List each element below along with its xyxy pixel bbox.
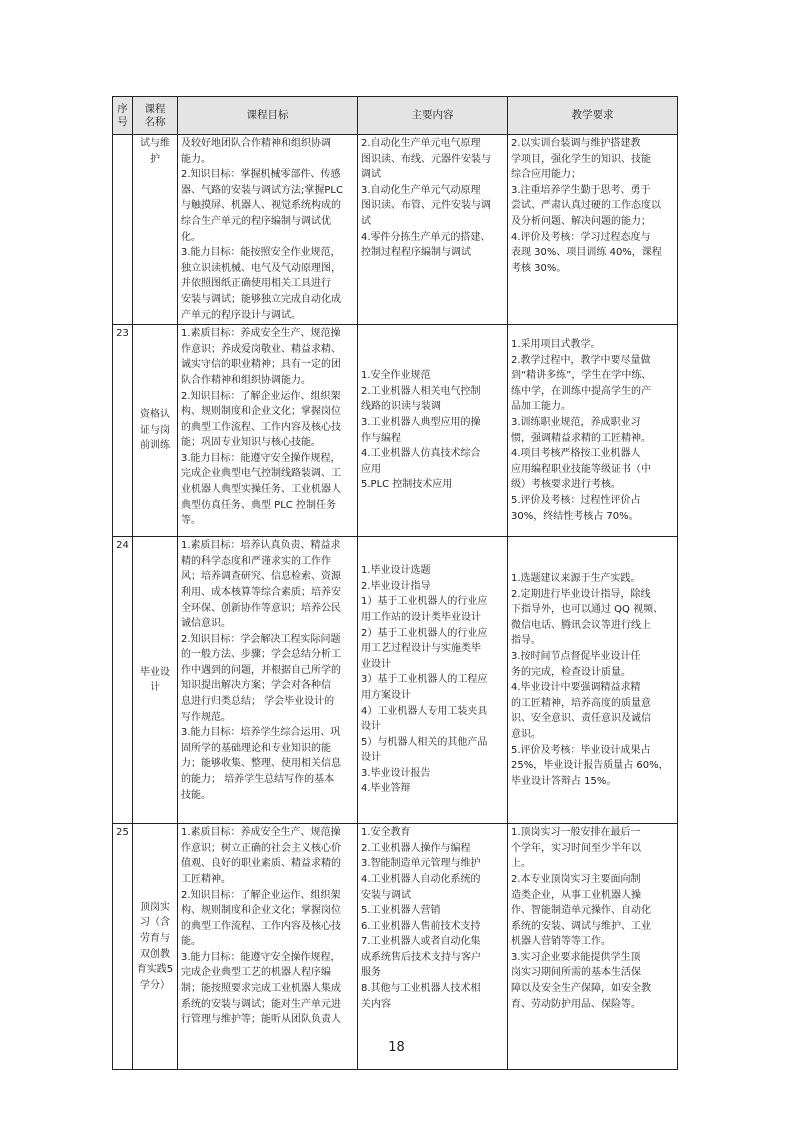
- course-goal-line: 1.素质目标：养成安全生产、规范操: [181, 827, 341, 839]
- page-number: 18: [388, 1040, 405, 1055]
- course-number: 24: [113, 537, 133, 824]
- course-content-line: 成系统售后技术支持与客户: [361, 951, 481, 963]
- course-goal-line: 精的科学态度和严谨求实的工作作: [181, 555, 331, 567]
- course-goal-line: 独立识读机械、电气及气动原理图，: [181, 262, 341, 274]
- teaching-requirement-line: 惯，强调精益求精的工匠精神。: [511, 432, 651, 444]
- course-content-line: 5.工业机器人营销: [361, 905, 441, 917]
- course-content-line: 4.零件分拣生产单元的搭建、: [361, 231, 491, 243]
- teaching-requirement-line: 育、劳动防护用品、保险等。: [511, 998, 641, 1010]
- course-goal-line: 产单元的程序设计与调试。: [181, 309, 301, 321]
- course-number: [113, 135, 133, 325]
- course-goal-line: 作意识；养成爱岗敬业、精益求精、: [181, 343, 341, 355]
- course-goal-line: 知识提出解决方案；学会对各种信: [181, 680, 331, 692]
- course-content-line: 应用: [361, 463, 381, 475]
- course-content-line: 安装与调试: [361, 889, 411, 901]
- teaching-requirement-line: 1.选题建议来源于生产实践。: [511, 572, 641, 584]
- course-content-line: 2.工业机器人操作与编程: [361, 842, 471, 854]
- course-goal-line: 器、气路的安装与调试方法;掌握PLC: [181, 184, 343, 196]
- teaching-requirement-line: 表现 30%、项目训练 40%，课程: [511, 247, 662, 259]
- table-header-row: [113, 97, 678, 135]
- course-content-line: 作与编程: [361, 432, 401, 444]
- teaching-requirement-line: 级）考核要求进行考核。: [511, 479, 621, 491]
- course-goal-line: 的典型工作流程、工作内容及核心技: [181, 920, 341, 932]
- course-goal-line: 息进行归类总结； 学会毕业设计的: [181, 696, 335, 708]
- teaching-requirement: [508, 537, 678, 824]
- teaching-requirement-line: 4.评价及考核：学习过程态度与: [511, 231, 651, 243]
- teaching-requirement-line: 机器人营销等等工作。: [511, 936, 611, 948]
- course-name: 顶岗实习（含劳育与双创教育实践5学分）: [133, 824, 178, 1070]
- teaching-requirement-line: 应用编程职业技能等级证书（中: [511, 463, 651, 475]
- course-goal-line: 完成企业典型工艺的机器人程序编: [181, 967, 331, 979]
- teaching-requirement-line: 2.以实训台装调与维护搭建教: [511, 138, 641, 149]
- teaching-requirement-line: 学项目，强化学生的知识、技能: [511, 153, 651, 165]
- course-goal-line: 等。: [181, 515, 201, 527]
- teaching-requirement-line: 5.评价及考核：毕业设计成果占: [511, 744, 651, 756]
- course-goal-line: 系统的安装与调试；能对生产单元进: [181, 998, 341, 1010]
- course-goal-line: 3.能力目标：能按照安全作业规范，: [181, 247, 341, 259]
- teaching-requirement: [508, 325, 678, 537]
- course-content-line: 1.安全作业规范: [361, 370, 431, 382]
- course-content-line: 2）基于工业机器人的行业应: [361, 627, 488, 639]
- teaching-requirement-line: 尝试、严肃认真过硬的工作态度以: [511, 200, 661, 212]
- teaching-requirement-line: 25%，毕业设计报告质量占 60%，: [511, 760, 669, 772]
- course-content-line: 设计: [361, 721, 381, 733]
- teaching-requirement-line: 及分析问题、解决问题的能力；: [511, 215, 651, 227]
- course-goal-line: 及较好地团队合作精神和组织协调: [181, 138, 331, 149]
- course-goal-line: 的能力； 培养学生总结写作的基本: [181, 774, 335, 786]
- teaching-requirement-line: 个学年，实习时间至少半年以: [511, 842, 641, 854]
- course-content-line: 图识读、布线、元器件安装与: [361, 153, 491, 165]
- course-table: [112, 96, 678, 1070]
- teaching-requirement-line: 3.按时间节点督促毕业设计任: [511, 650, 641, 662]
- course-goal: [178, 537, 358, 824]
- course-goal-line: 典型仿真任务、典型 PLC 控制任务: [181, 499, 336, 511]
- course-content-line: 试: [361, 215, 371, 227]
- course-goal-line: 3.能力目标：能遵守安全操作规程，: [181, 452, 341, 464]
- teaching-requirement-line: 到“精讲多练”，学生在学中练、: [511, 370, 652, 382]
- course-content-line: 3.毕业设计报告: [361, 767, 431, 779]
- course-goal-line: 能；巩固专业知识与核心技能。: [181, 437, 321, 449]
- course-goal: [178, 135, 358, 325]
- course-goal-line: 1.素质目标：养成安全生产、规范操: [181, 328, 341, 340]
- course-goal-line: 2.知识目标：掌握机械零部件、传感: [181, 169, 341, 181]
- course-goal-line: 构、规则制度和企业文化；掌握岗位: [181, 406, 341, 418]
- table-row: [113, 824, 678, 1070]
- course-number: 23: [113, 325, 133, 537]
- course-content-line: 4.工业机器人仿真技术综合: [361, 448, 481, 460]
- course-content-line: 3.工业机器人典型应用的操: [361, 417, 481, 429]
- course-content: [358, 537, 508, 824]
- course-content-line: 6.工业机器人售前技术支持: [361, 920, 481, 932]
- course-content-line: 用方案设计: [361, 689, 411, 701]
- course-number: 25: [113, 824, 133, 1070]
- course-content-line: 4.工业机器人自动化系统的: [361, 873, 481, 885]
- teaching-requirement-line: 意识。: [511, 728, 541, 740]
- teaching-requirement-line: 的工匠精神，培养高度的质量意: [511, 697, 651, 709]
- course-content-line: 2.工业机器人相关电气控制: [361, 385, 481, 397]
- course-goal-line: 行管理与维护等；能听从团队负责人: [181, 1014, 341, 1026]
- course-goal-line: 值观、良好的职业素质、精益求精的: [181, 858, 341, 870]
- table-row: [113, 325, 678, 537]
- course-content-line: 设计: [361, 752, 381, 764]
- course-content-line: 3.自动化生产单元气动原理: [361, 184, 481, 196]
- table-row: [113, 537, 678, 824]
- teaching-requirement-line: 1.顶岗实习一般安排在最后一: [511, 827, 641, 839]
- course-goal-line: 写作规范。: [181, 711, 231, 723]
- teaching-requirement-line: 障以及安全生产保障，如安全教: [511, 983, 651, 995]
- course-name: 试与维护: [133, 135, 178, 325]
- course-goal-line: 综合生产单元的程序编制与调试优: [181, 215, 331, 227]
- table-row: [113, 135, 678, 325]
- header-name: 课程名称: [133, 97, 178, 135]
- course-goal-line: 的典型工作流程、工作内容及核心技: [181, 421, 341, 433]
- course-content-line: 5.PLC 控制技术应用: [361, 479, 453, 491]
- teaching-requirement-line: 作、智能制造单元操作、自动化: [511, 905, 651, 917]
- teaching-requirement-line: 下指导外，也可以通过 QQ 视频、: [511, 604, 664, 616]
- course-goal-line: 能。: [181, 936, 201, 948]
- teaching-requirement-line: 4.项目考核严格按工业机器人: [511, 448, 641, 460]
- course-goal-line: 业机器人典型实操任务、工业机器人: [181, 484, 341, 496]
- course-goal-line: 力；能够收集、整理、使用相关信息: [181, 758, 341, 770]
- course-content-line: 调试: [361, 169, 381, 181]
- course-goal-line: 诚信意识。: [181, 618, 231, 630]
- course-goal-line: 完成企业典型电气控制线路装调、工: [181, 468, 341, 480]
- course-content-line: 用工作站的设计类毕业设计: [361, 611, 481, 623]
- course-goal-line: 1.素质目标：培养认真负责、精益求: [181, 540, 341, 552]
- course-goal-line: 风；培养调查研究、信息检索、资源: [181, 571, 341, 583]
- header-content: 主要内容: [358, 97, 508, 135]
- course-content-line: 3）基于工业机器人的工程应: [361, 674, 488, 686]
- course-goal-line: 3.能力目标：培养学生综合运用、巩: [181, 727, 341, 739]
- teaching-requirement-line: 品加工能力。: [511, 401, 571, 413]
- course-goal-line: 与触摸屏、机器人、视觉系统构成的: [181, 200, 341, 212]
- course-content-line: 7.工业机器人或者自动化集: [361, 936, 481, 948]
- course-content-line: 1.毕业设计选题: [361, 565, 431, 577]
- course-goal: [178, 824, 358, 1070]
- course-goal-line: 的一般方法、步骤；学会总结分析工: [181, 649, 341, 661]
- course-content-line: 5）与机器人相关的其他产品: [361, 736, 488, 748]
- course-content-line: 用工艺过程设计与实施类毕: [361, 643, 481, 655]
- teaching-requirement-line: 微信电话、腾讯会议等进行线上: [511, 619, 651, 631]
- course-content-line: 2.自动化生产单元电气原理: [361, 138, 481, 149]
- teaching-requirement: [508, 135, 678, 325]
- table-body: [113, 135, 678, 1070]
- course-goal-line: 固所学的基础理论和专业知识的能: [181, 742, 331, 754]
- course-content-line: 关内容: [361, 998, 391, 1010]
- course-content-line: 3.智能制造单元管理与维护: [361, 858, 481, 870]
- course-goal-line: 全环保、创新协作等意识；培养公民: [181, 602, 341, 614]
- header-req: 教学要求: [508, 97, 678, 135]
- course-content-line: 线路的识读与装调: [361, 401, 441, 413]
- course-content-line: 4）工业机器人专用工装夹具: [361, 705, 488, 717]
- teaching-requirement-line: 3.注重培养学生勤于思考、勇于: [511, 184, 651, 196]
- course-goal-line: 制；能按照要求完成工业机器人集成: [181, 983, 341, 995]
- course-goal-line: 安装与调试；能够独立完成自动化成: [181, 293, 341, 305]
- teaching-requirement-line: 岗实习期间所需的基本生活保: [511, 967, 641, 979]
- course-goal-line: 能力。: [181, 153, 211, 165]
- teaching-requirement-line: 2.本专业顶岗实习主要面向制: [511, 873, 641, 885]
- teaching-requirement-line: 5.评价及考核：过程性评价占: [511, 495, 641, 506]
- teaching-requirement-line: 3.实习企业要求能提供学生顶: [511, 951, 641, 963]
- course-goal-line: 利用、成本核算等综合素质；培养安: [181, 586, 341, 598]
- header-goal: 课程目标: [178, 97, 358, 135]
- course-content-line: 服务: [361, 967, 381, 979]
- course-goal-line: 队合作精神和组织协调能力。: [181, 374, 311, 386]
- teaching-requirement: [508, 824, 678, 1070]
- teaching-requirement-line: 识、安全意识、责任意识及诚信: [511, 713, 651, 725]
- course-content-line: 2.毕业设计指导: [361, 580, 431, 592]
- course-goal-line: 构、规则制度和企业文化；掌握岗位: [181, 905, 341, 917]
- course-goal-line: 作意识；树立正确的社会主义核心价: [181, 842, 341, 854]
- course-content-line: 业设计: [361, 658, 391, 670]
- teaching-requirement-line: 指导。: [511, 635, 541, 647]
- teaching-requirement-line: 考核 30%。: [511, 262, 567, 274]
- course-content: [358, 325, 508, 537]
- teaching-requirement-line: 务的完成，检查设计质量。: [511, 666, 631, 678]
- teaching-requirement-line: 综合应用能力；: [511, 169, 581, 181]
- teaching-requirement-line: 练中学，在训练中提高学生的产: [511, 385, 651, 397]
- course-content-line: 控制过程程序编制与调试: [361, 247, 471, 259]
- teaching-requirement-line: 上。: [511, 858, 531, 870]
- course-goal-line: 2.知识目标：了解企业运作、组织架: [181, 390, 341, 402]
- teaching-requirement-line: 系统的安装、调试与维护、工业: [511, 920, 651, 932]
- teaching-requirement-line: 造类企业，从事工业机器人操: [511, 889, 641, 901]
- teaching-requirement-line: 2.教学过程中，教学中要尽量做: [511, 354, 651, 366]
- teaching-requirement-line: 3.训练职业规范，养成职业习: [511, 417, 641, 429]
- teaching-requirement-line: 2.定期进行毕业设计指导，除线: [511, 588, 651, 600]
- header-no: 序号: [113, 97, 133, 135]
- course-content-line: 1.安全教育: [361, 827, 411, 839]
- teaching-requirement-line: 4.毕业设计中要强调精益求精: [511, 682, 641, 694]
- course-goal-line: 3.能力目标：能遵守安全操作规程，: [181, 951, 341, 963]
- course-goal-line: 作中遇到的问题，并根据自己所学的: [181, 664, 341, 676]
- course-name: 资格认证与岗前训练: [133, 325, 178, 537]
- course-goal-line: 技能。: [181, 789, 211, 801]
- teaching-requirement-line: 毕业设计答辩占 15%。: [511, 775, 617, 787]
- course-name: 毕业设计: [133, 537, 178, 824]
- course-goal-line: 诚实守信的职业精神；具有一定的团: [181, 359, 341, 371]
- teaching-requirement-line: 30%，终结性考核占 70%。: [511, 510, 639, 522]
- course-goal-line: 2.知识目标：学会解决工程实际问题: [181, 633, 341, 645]
- course-goal: [178, 325, 358, 537]
- course-content-line: 1）基于工业机器人的行业应: [361, 596, 488, 608]
- course-content-line: 图识读、布管、元件安装与调: [361, 200, 491, 212]
- course-goal-line: 化。: [181, 231, 201, 243]
- course-content-line: 4.毕业答辩: [361, 783, 411, 795]
- course-goal-line: 并依照图纸正确使用相关工具进行: [181, 278, 331, 290]
- course-content: [358, 824, 508, 1070]
- course-goal-line: 工匠精神。: [181, 873, 231, 885]
- teaching-requirement-line: 1.采用项目式教学。: [511, 339, 601, 351]
- course-goal-line: 2.知识目标：了解企业运作、组织架: [181, 889, 341, 901]
- course-content-line: 8.其他与工业机器人技术相: [361, 983, 481, 995]
- course-content: [358, 135, 508, 325]
